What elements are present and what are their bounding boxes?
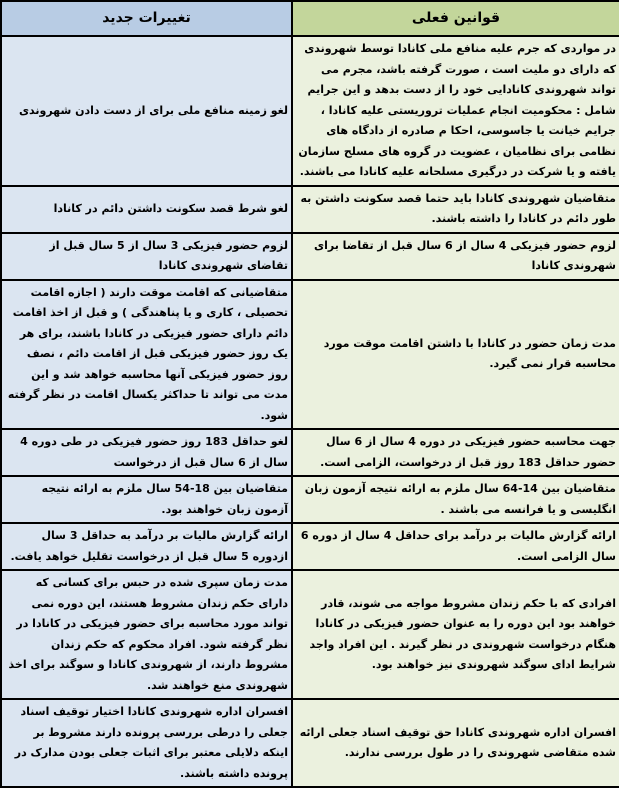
- header-current-laws: قوانین فعلی: [292, 1, 619, 36]
- current-law-cell: ارائه گزارش مالیات بر درآمد برای حداقل 4 سال از دوره 6 سال الزامی است.: [292, 523, 619, 570]
- new-change-cell: لغو حداقل 183 روز حضور فیزیکی در طی دوره 4 سال از 6 سال قبل از درخواست: [1, 429, 292, 476]
- new-change-cell: لغو زمینه منافع ملی برای از دست دادن شهروندی: [1, 36, 292, 186]
- new-change-cell: افسران اداره شهروندی کانادا اختیار توقیف اسناد جعلی را درطی بررسی پرونده دارند مشروط بر اینکه دلایلی معتبر برای اثبات جعلی بودن مدارک در پرونده داشته باشند.: [1, 699, 292, 787]
- table-row: [1, 233, 619, 280]
- current-law-cell: متقاضیان شهروندی کانادا باید حتما قصد سکونت داشتن به طور دائم در کانادا را داشته باشند.: [292, 186, 619, 233]
- table-row: [1, 699, 619, 787]
- table-row: [1, 523, 619, 570]
- current-law-cell: متقاضیان بین 14-64 سال ملزم به ارائه نتیجه آزمون زبان انگلیسی و یا فرانسه می باشند .: [292, 476, 619, 523]
- table-row: [1, 36, 619, 186]
- new-change-cell: مدت زمان سپری شده در حبس برای کسانی که دارای حکم زندان مشروط هستند، این دوره نمی تواند مورد محاسبه برای حضور فیزیکی در کانادا در نظر گرفته شود. افراد محکوم که حکم زندان مشروط دارند، از شهروندی کانادا و سوگند برای اخذ شهروندی منع خواهند شد.: [1, 570, 292, 699]
- new-change-cell: لزوم حضور فیزیکی 3 سال از 5 سال قبل از تقاضای شهروندی کانادا: [1, 233, 292, 280]
- new-change-cell: لغو شرط قصد سکونت داشتن دائم در کانادا: [1, 186, 292, 233]
- current-law-cell: افسران اداره شهروندی کانادا حق توقیف اسناد جعلی ارائه شده متقاضی شهروندی را در طول بررسی ندارند.: [292, 699, 619, 787]
- current-law-cell: لزوم حضور فیزیکی 4 سال از 6 سال قبل از تقاضا برای شهروندی کانادا: [292, 233, 619, 280]
- new-change-cell: ارائه گزارش مالیات بر درآمد به حداقل 3 سال ازدوره 5 سال قبل از درخواست تقلیل خواهد یافت.: [1, 523, 292, 570]
- current-law-cell: مدت زمان حضور در کانادا با داشتن اقامت موقت مورد محاسبه قرار نمی گیرد.: [292, 280, 619, 430]
- table-row: [1, 186, 619, 233]
- table-row: [1, 280, 619, 430]
- table-row: [1, 429, 619, 476]
- table-row: [1, 570, 619, 699]
- header-row: [1, 1, 619, 36]
- table-row: [1, 476, 619, 523]
- new-change-cell: متقاضیانی که اقامت موقت دارند ( اجازه اقامت تحصیلی ، کاری و یا پناهندگی ) و قبل از اخذ اقامت دائم دارای حضور فیزیکی در کانادا باشند، برای هر یک روز حضور فیزیکی قبل از اقامت دائم ، نصف روز حضور فیزیکی آنها محاسبه خواهد شد و این مدت می تواند تا حداکثر یکسال اقامت در نظر گرفته شود.: [1, 280, 292, 430]
- current-law-cell: افرادی که با حکم زندان مشروط مواجه می شوند، قادر خواهند بود این دوره را به عنوان حضور فیزیکی در کانادا هنگام درخواست شهروندی در نظر گیرند . این افراد واجد شرایط ادای سوگند شهروندی نیز خواهند بود.: [292, 570, 619, 699]
- current-law-cell: جهت محاسبه حضور فیزیکی در دوره 4 سال از 6 سال حضور حداقل 183 روز قبل از درخواست، الزامی است.: [292, 429, 619, 476]
- new-change-cell: متقاضیان بین 18-54 سال ملزم به ارائه نتیجه آزمون زبان خواهند بود.: [1, 476, 292, 523]
- current-law-cell: در مواردی که جرم علیه منافع ملی کانادا توسط شهروندی که دارای دو ملیت است ، صورت گرفته باشد، مجرم می تواند شهروندی کانادایی خود را از دست بدهد و این جرایم شامل : محکومیت انجام عملیات تروریستی علیه کانادا ، جرایم خیانت یا جاسوسی، احکا م صادره از دادگاه های نظامی برای نظامیان ، عضویت در گروه های مسلح سازمان یافته و یا شرکت در درگیری مسلحانه علیه کانادا می باشند.: [292, 36, 619, 186]
- header-new-changes: تغییرات جدید: [1, 1, 292, 36]
